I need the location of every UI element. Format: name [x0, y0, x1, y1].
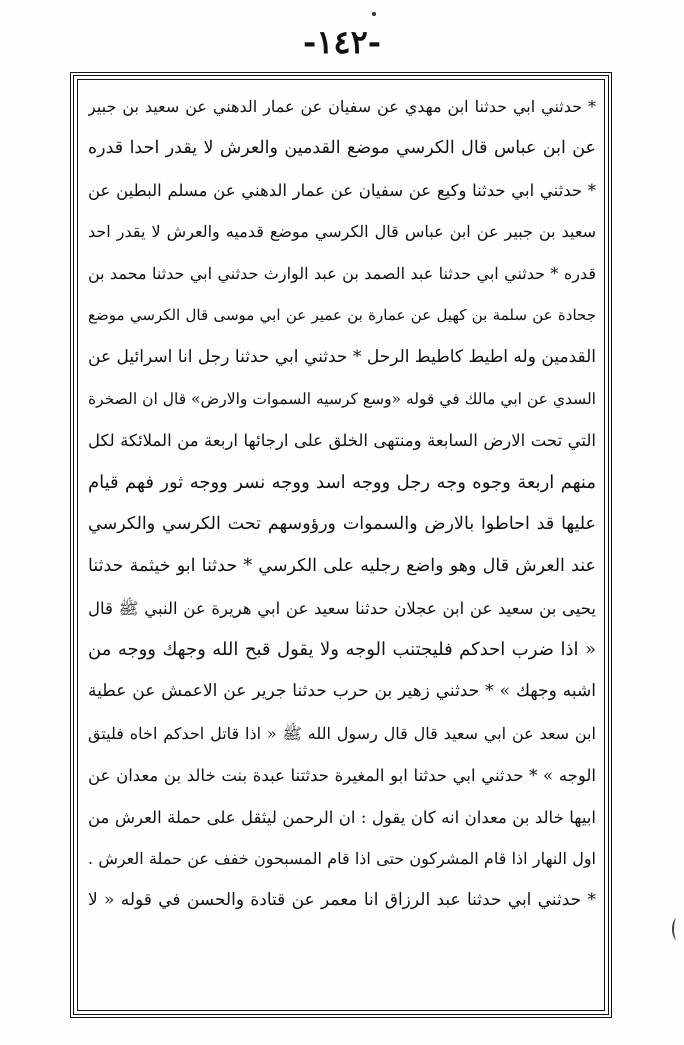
text-line: يحيى بن سعيد عن ابن عجلان حدثنا سعيد عن ابي هريرة عن النبي ﷺ قال	[88, 598, 596, 618]
text-line: السدي عن ابي مالك في قوله «وسع كرسيه السموات والارض» قال ان الصخرة	[88, 389, 596, 408]
text-line: عند العرش قال وهو واضع رجليه على الكرسي * حدثنا ابو خيثمة حدثنا	[88, 555, 596, 576]
page-edge-mark	[672, 918, 682, 940]
text-line: التي تحت الارض السابعة ومنتهى الخلق على ارجائها اربعة من الملائكة لكل	[88, 431, 596, 451]
text-line: قدره * حدثني ابي حدثنا عبد الصمد بن عبد الوارث حدثني ابي حدثنا محمد بن	[88, 264, 596, 284]
text-line: جحادة عن سلمة بن كهيل عن عمارة بن عمير عن ابي موسى قال الكرسي موضع	[88, 305, 596, 324]
arabic-text-block	[88, 86, 596, 1006]
text-line: « اذا ضرب احدكم فليجتنب الوجه ولا يقول قبح الله وجهك ووجه من	[88, 639, 596, 661]
ink-dot	[372, 12, 376, 16]
text-line: * حدثني ابي حدثنا ابن مهدي عن سفيان عن عمار الدهني عن سعيد بن جبير	[88, 97, 596, 116]
text-line: اشبه وجهك » * حدثني زهير بن حرب حدثنا جرير عن الاعمش عن عطية	[88, 681, 596, 702]
text-line: الوجه » * حدثني ابي حدثنا ابو المغيرة حدثتنا عبدة بنت خالد بن معدان عن	[88, 765, 596, 785]
text-line: القدمين وله اطيط كاطيط الرحل * حدثني ابي حدثنا رجل انا اسرائيل عن	[88, 346, 596, 367]
text-line: * حدثني ابي حدثنا وكيع عن سفيان عن عمار الدهني عن مسلم البطين عن	[88, 180, 596, 200]
text-line: عن ابن عباس قال الكرسي موضع القدمين والعرش لا يقدر احدا قدره	[88, 137, 596, 158]
text-line: ابيها خالد بن معدان انه كان يقول : ان الرحمن ليثقل على حملة العرش من	[88, 807, 596, 827]
text-line: * حدثني ابي حدثنا عبد الرزاق انا معمر عن قتادة والحسن في قوله « لا	[88, 890, 596, 911]
text-line: عليها قد احاطوا بالارض والسموات ورؤوسهم تحت الكرسي والكرسي	[88, 513, 596, 534]
text-line: منهم اربعة وجوه وجه رجل ووجه اسد ووجه نسر ووجه ثور فهم قيام	[88, 472, 596, 494]
text-line: سعيد بن جبير عن ابن عباس قال الكرسي موضع قدميه والعرش لا يقدر احد	[88, 222, 596, 242]
text-line: ابن سعد عن ابي سعيد قال قال رسول الله ﷺ « اذا قاتل احدكم اخاه فليتق	[88, 723, 596, 743]
page-number: -١٤٢-	[302, 23, 382, 61]
text-line: اول النهار اذا قام المشركون حتى اذا قام المسبحون خفف عن حملة العرش .	[88, 849, 596, 869]
